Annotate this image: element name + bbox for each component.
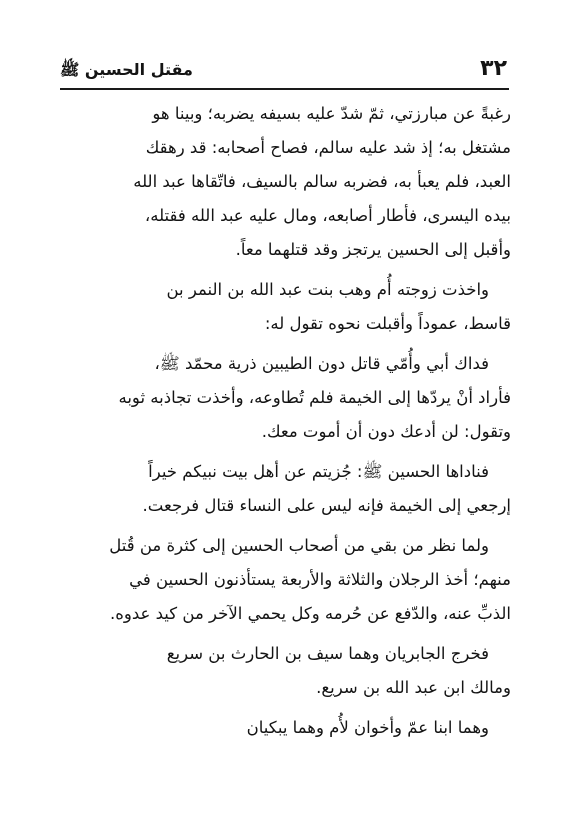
header-rule bbox=[60, 88, 509, 90]
text-line: واخذت زوجته أُم وهب بنت عبد الله بن النمر بن bbox=[166, 280, 489, 299]
text-line: قاسط، عموداً وأقبلت نحوه تقول له: bbox=[264, 314, 511, 333]
paragraph bbox=[63, 711, 511, 745]
paragraph bbox=[63, 97, 511, 267]
text-line: ولما نظر من بقي من أصحاب الحسين إلى كثرة من قُتل bbox=[109, 536, 489, 555]
page-header bbox=[60, 52, 507, 84]
paragraph bbox=[63, 529, 511, 631]
text-line: رغبةً عن مبارزتي، ثمّ شدّ عليه بسيفه يضربه؛ وبينا هو bbox=[152, 104, 511, 123]
paragraph bbox=[63, 455, 511, 523]
text-line: فناداها الحسين ﷺ: جُزيتم عن أهل بيت نبيكم خيراً bbox=[148, 462, 489, 481]
body-text bbox=[63, 97, 511, 751]
text-line: العبد، فلم يعبأ به، فضربه سالم بالسيف، فاتّقاها عبد الله bbox=[133, 172, 511, 191]
paragraph bbox=[63, 637, 511, 705]
text-line: وهما ابنا عمّ وأخوان لأُم وهما يبكيان bbox=[246, 718, 489, 737]
text-line: الذبِّ عنه، والدّفع عن حُرمه وكل يحمي الآخر من كيد عدوه. bbox=[110, 604, 511, 623]
text-line: وتقول: لن أدعك دون أن أموت معك. bbox=[261, 422, 511, 441]
text-line: منهم؛ أخذ الرجلان والثلاثة والأربعة يستأذنون الحسين في bbox=[129, 570, 511, 589]
text-line: فخرج الجابريان وهما سيف بن الحارث بن سريع bbox=[166, 644, 489, 663]
paragraph bbox=[63, 273, 511, 341]
text-line: ومالك ابن عبد الله بن سريع. bbox=[316, 678, 511, 697]
text-line: فأراد أنْ يردّها إلى الخيمة فلم تُطاوعه، وأخذت تجاذبه ثوبه bbox=[118, 388, 511, 407]
page-number: ٣٢ bbox=[480, 56, 507, 81]
text-line: مشتغل به؛ إذ شد عليه سالم، فصاح أصحابه: قد رهقك bbox=[145, 138, 511, 157]
text-line: فداك أبي وأُمّي قاتل دون الطيبين ذرية محمّد ﷺ، bbox=[154, 354, 489, 373]
text-line: وأقبل إلى الحسين يرتجز وقد قتلهما معاً. bbox=[235, 240, 511, 259]
running-title: مقتل الحسين ﷺ bbox=[60, 60, 193, 79]
text-line: إرجعي إلى الخيمة فإنه ليس على النساء قتال فرجعت. bbox=[142, 496, 511, 515]
paragraph bbox=[63, 347, 511, 449]
text-line: بيده اليسرى، فأطار أصابعه، ومال عليه عبد الله فقتله، bbox=[144, 206, 511, 225]
